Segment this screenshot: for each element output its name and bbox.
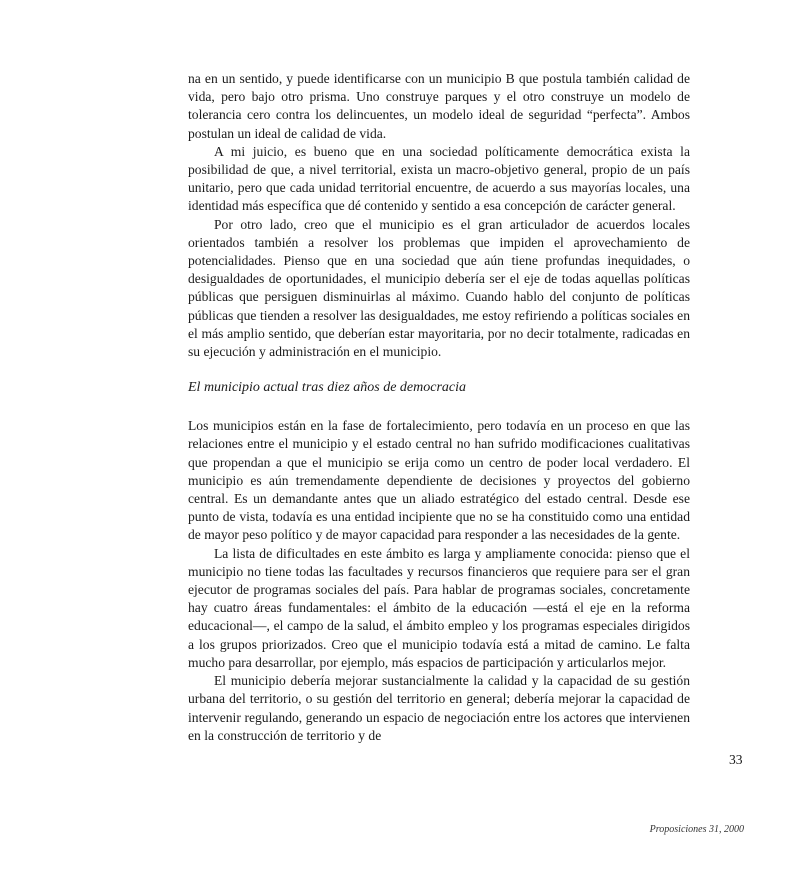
body-paragraph: Los municipios están en la fase de fortalecimiento, pero todavía en un proceso en que las relaciones entre el municipio y el estado central no han sufrido modificaciones cualitativas que propendan a que el municipio se erija como un centro de poder local verdadero. El municipio es aún tremendamente dependiente de decisiones y proyectos del gobierno central. Es un demandante antes que un aliado estratégico del estado central. Desde ese punto de vista, todavía es una entidad incipiente que no se ha constituido como una entidad de mayor peso político y de mayor capacidad para responder a las necesidades de la gente. [188,418,690,543]
page-number: 33 [729,752,743,767]
body-paragraph: La lista de dificultades en este ámbito es larga y ampliamente conocida: pienso que el municipio no tiene todas las facultades y recursos financieros que requiere para ser el gran ejecutor de programas sociales del país. Para hablar de programas sociales, concretamente hay cuatro áreas fundamentales: el ámbito de la educación —está el eje en la reforma educacional—, el campo de la salud, el ámbito empleo y los programas especiales dirigidos a los grupos priorizados. Creo que el municipio todavía está a mitad de camino. Le falta mucho para desarrollar, por ejemplo, más espacios de participación y articularlos mejor. [188,545,690,670]
body-paragraph: na en un sentido, y puede identificarse con un municipio B que postula también calidad de vida, pero bajo otro prisma. Uno construye parques y el otro construye un modelo de tolerancia cero contra los delincuentes, un modelo ideal de seguridad “perfecta”. Ambos postulan un ideal de calidad de vida. [188,71,690,141]
page-body [188,70,690,745]
body-paragraph: A mi juicio, es bueno que en una sociedad políticamente democrática exista la posibilidad de que, a nivel territorial, exista un macro-objetivo general, propio de un país unitario, pero que cada unidad territorial encuentre, de acuerdo a sus mayorías locales, una identidad más específica que dé contenido y sentido a esa concepción de carácter general. [188,143,690,214]
body-paragraph: Por otro lado, creo que el municipio es el gran articulador de acuerdos locales orientados también a resolver los problemas que impiden el aprovechamiento de potencialidades. Pienso que en una sociedad que aún tiene profundas inequidades, o desigualdades de oportunidades, el municipio debería ser el eje de todas aquellas políticas públicas que persiguen disminuirlas al máximo. Cuando hablo del conjunto de políticas públicas que tienden a resolver las desigualdades, me estoy refiriendo a políticas sociales en el más amplio sentido, que deberían estar mayoritaria, por no decir totalmente, radicadas en su ejecución y administración en el municipio. [188,216,690,360]
running-footer: Proposiciones 31, 2000 [649,824,744,835]
body-paragraph: El municipio debería mejorar sustancialmente la calidad y la capacidad de su gestión urbana del territorio, o su gestión del territorio en general; debería mejorar la capacidad de intervenir regulando, generando un espacio de negociación entre los actores que intervienen en la construcción de territorio y de [188,673,690,743]
section-heading: El municipio actual tras diez años de democracia [188,380,467,396]
